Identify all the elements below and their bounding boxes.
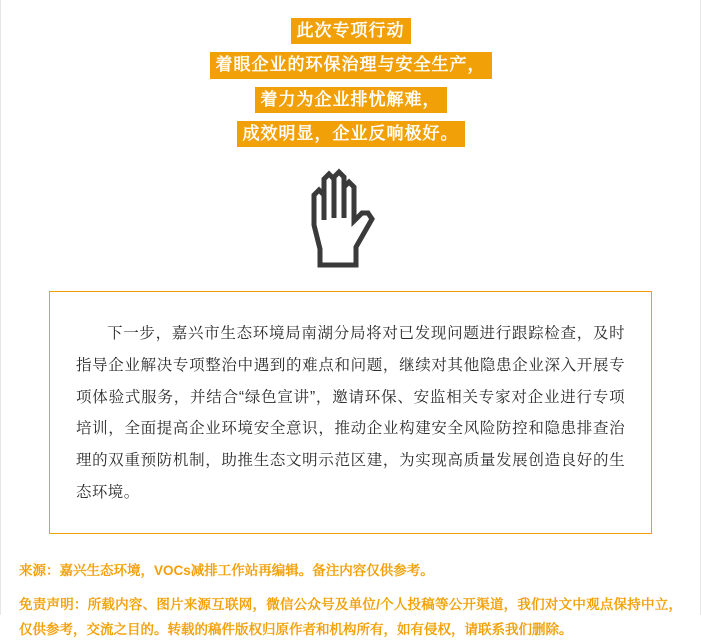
headline-text-4: 成效明显，企业反响极好。 (237, 121, 465, 147)
body-text-box (49, 291, 652, 534)
headline-line-1 (1, 18, 700, 44)
headline-text-2: 着眼企业的环保治理与安全生产， (210, 52, 492, 78)
headline-line-4 (1, 121, 700, 147)
footer-block (19, 560, 682, 643)
headline-block (1, 0, 700, 147)
footer-source: 来源：嘉兴生态环境，VOCs减排工作站再编辑。备注内容仅供参考。 (19, 562, 434, 578)
headline-text-3: 着力为企业排忧解难， (255, 87, 447, 113)
pointing-down-hand-icon (1, 161, 700, 279)
body-paragraph: 下一步，嘉兴市生态环境局南湖分局将对已发现问题进行跟踪检查，及时指导企业解决专项整治中遇到的难点和问题，继续对其他隐患企业深入开展专项体验式服务，并结合“绿色宣讲”，邀请环保、安监相关专家对企业进行专项培训，全面提高企业环境安全意识，推动企业构建安全风险防控和隐患排查治理的双重预防机制，助推生态文明示范区建，为实现高质量发展创造良好的生态环境。 (76, 325, 625, 501)
headline-line-2 (1, 52, 700, 78)
headline-line-3 (1, 87, 700, 113)
headline-text-1: 此次专项行动 (291, 18, 411, 44)
footer-disclaimer: 免责声明：所载内容、图片来源互联网，微信公众号及单位/个人投稿等公开渠道，我们对文中观点保持中立，仅供参考，交流之目的。转载的稿件版权归原作者和机构所有，如有侵权，请联系我们删除。 (19, 597, 682, 638)
